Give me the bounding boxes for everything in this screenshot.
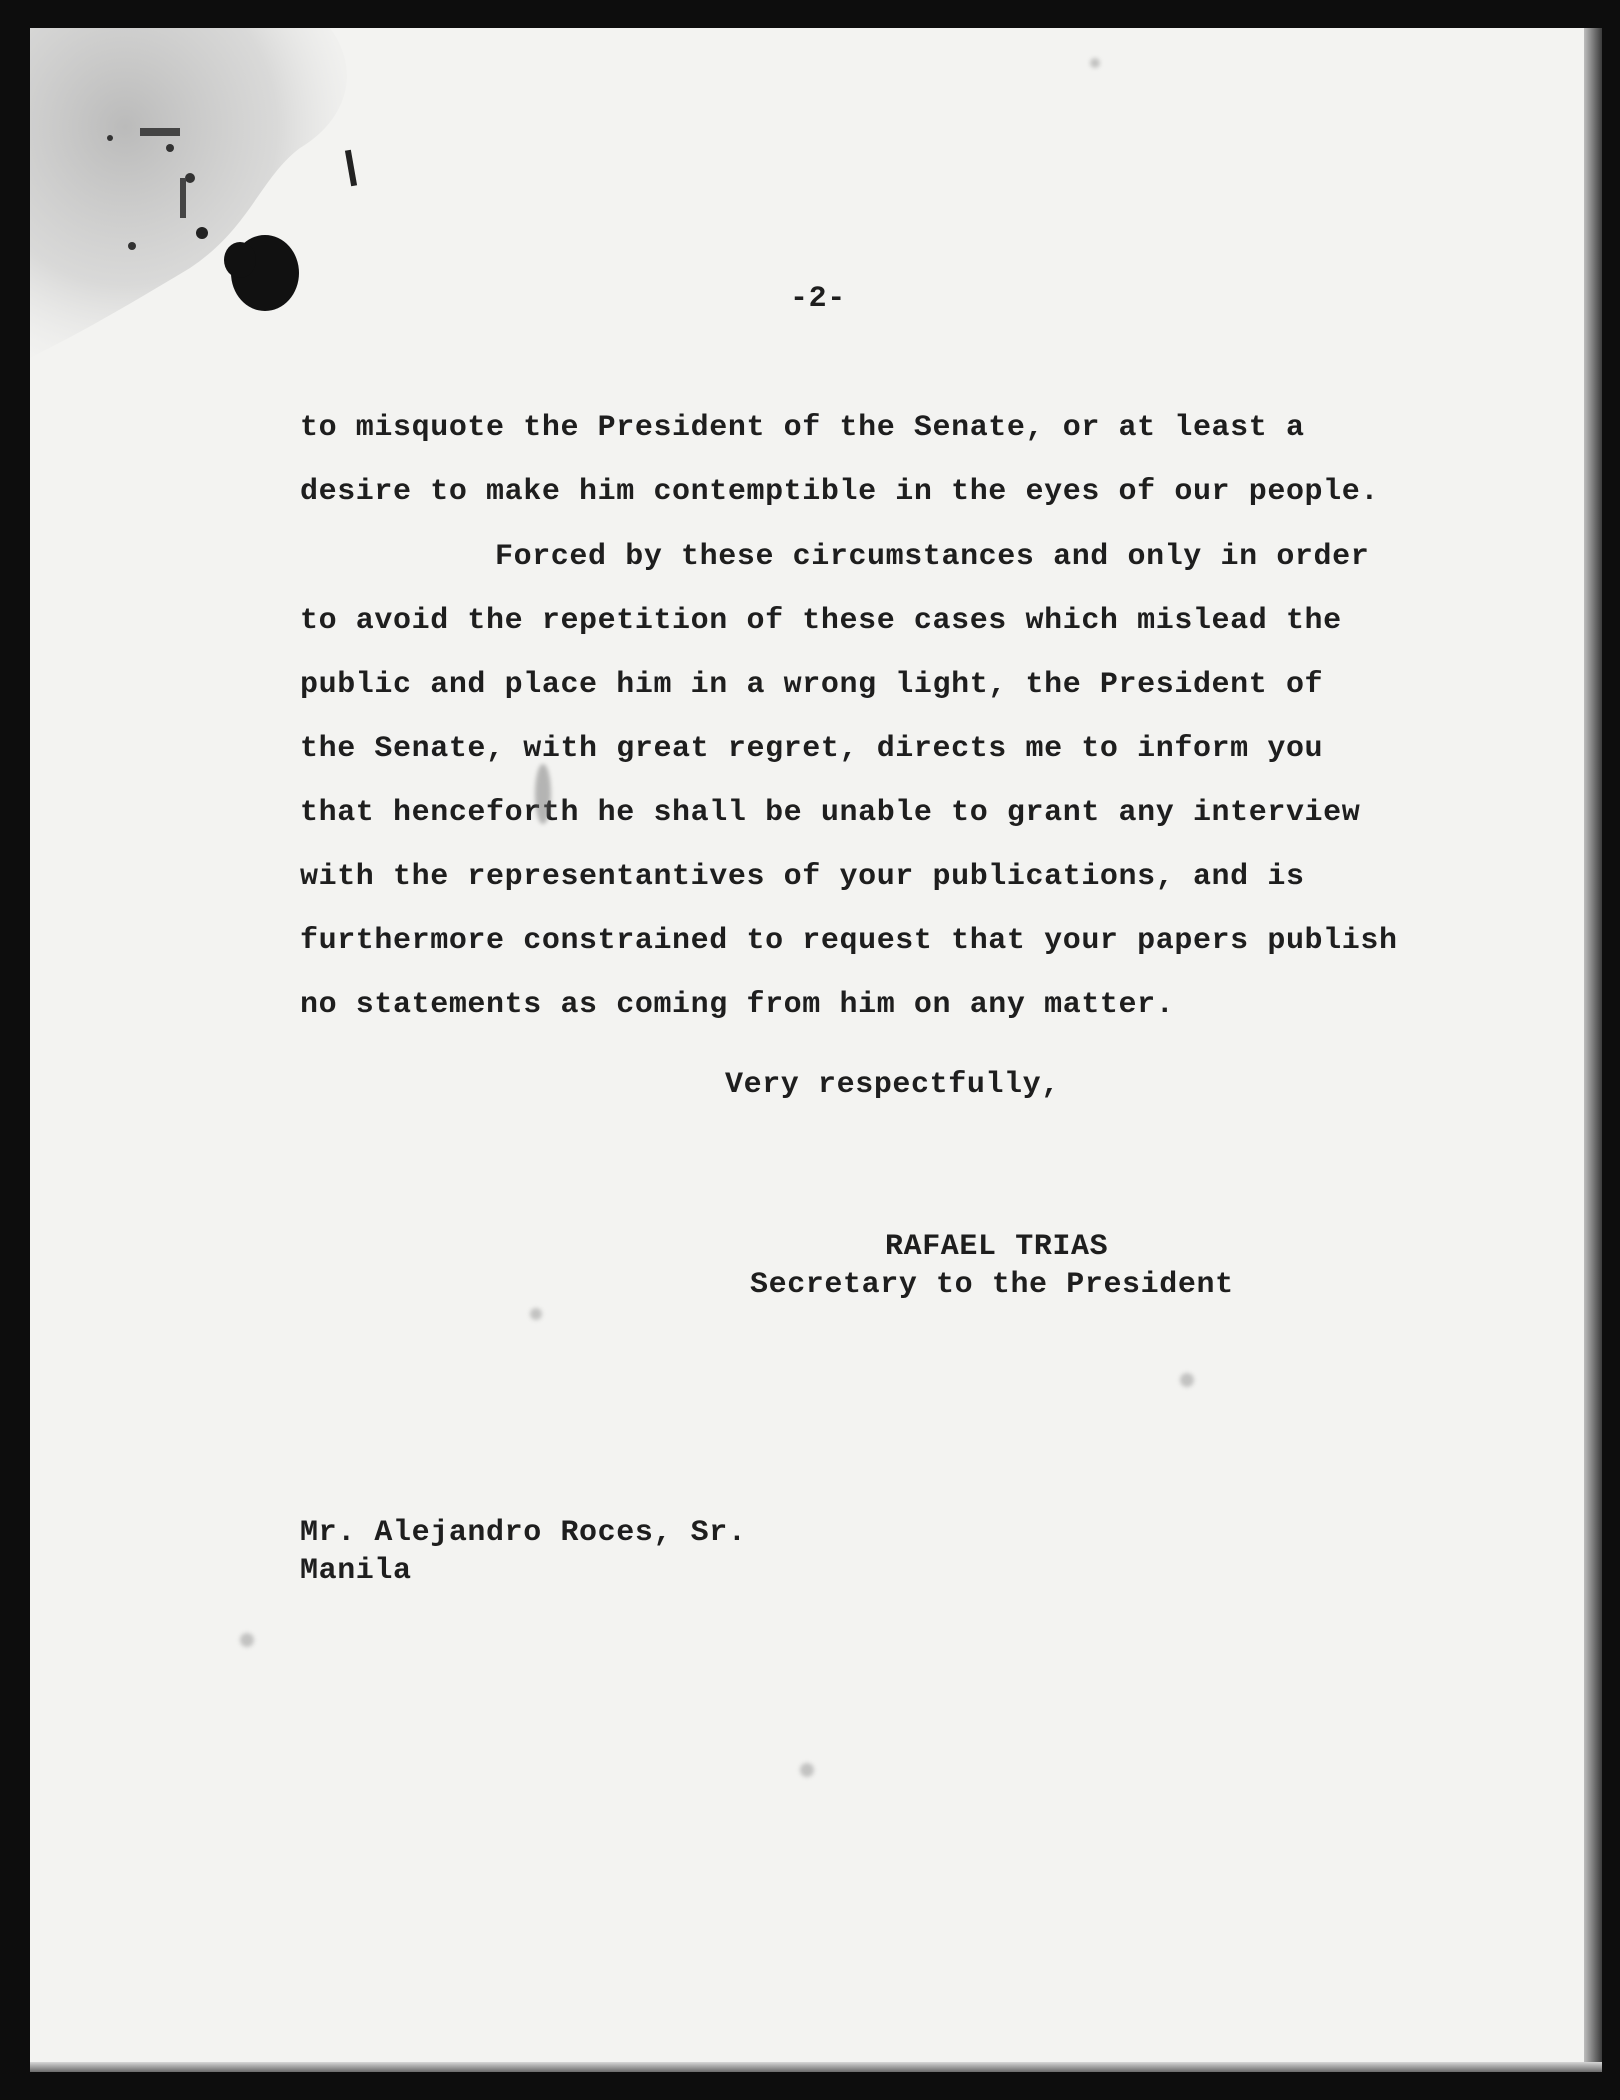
smudge-mark bbox=[1090, 58, 1100, 68]
smudge-mark bbox=[1180, 1373, 1194, 1387]
page-number: -2- bbox=[790, 282, 846, 316]
smudge-mark bbox=[240, 1633, 254, 1647]
smudge-mark bbox=[800, 1763, 814, 1777]
body-line: no statements as coming from him on any matter. bbox=[300, 988, 1175, 1022]
body-line: that henceforth he shall be unable to grant any interview bbox=[300, 796, 1361, 830]
body-line: with the representantives of your publications, and is bbox=[300, 860, 1305, 894]
page-edge-shadow bbox=[1584, 28, 1602, 2072]
signatory-name: RAFAEL TRIAS bbox=[885, 1230, 1109, 1264]
smudge-mark bbox=[535, 764, 551, 824]
body-line: to misquote the President of the Senate, or at least a bbox=[300, 411, 1305, 445]
body-line: desire to make him contemptible in the eyes of our people. bbox=[300, 475, 1379, 509]
document-page bbox=[30, 28, 1602, 2072]
body-line: public and place him in a wrong light, the President of bbox=[300, 668, 1324, 702]
body-line: Forced by these circumstances and only in order bbox=[495, 540, 1370, 574]
addressee-city: Manila bbox=[300, 1554, 412, 1588]
body-line: the Senate, with great regret, directs me to inform you bbox=[300, 732, 1324, 766]
addressee-name: Mr. Alejandro Roces, Sr. bbox=[300, 1516, 747, 1550]
closing: Very respectfully, bbox=[725, 1068, 1060, 1102]
body-line: furthermore constrained to request that your papers publish bbox=[300, 924, 1398, 958]
water-stain bbox=[30, 28, 410, 388]
body-line: to avoid the repetition of these cases which mislead the bbox=[300, 604, 1342, 638]
page-bottom-shadow bbox=[30, 2062, 1602, 2072]
smudge-mark bbox=[530, 1308, 542, 1320]
signatory-title: Secretary to the President bbox=[750, 1268, 1234, 1302]
